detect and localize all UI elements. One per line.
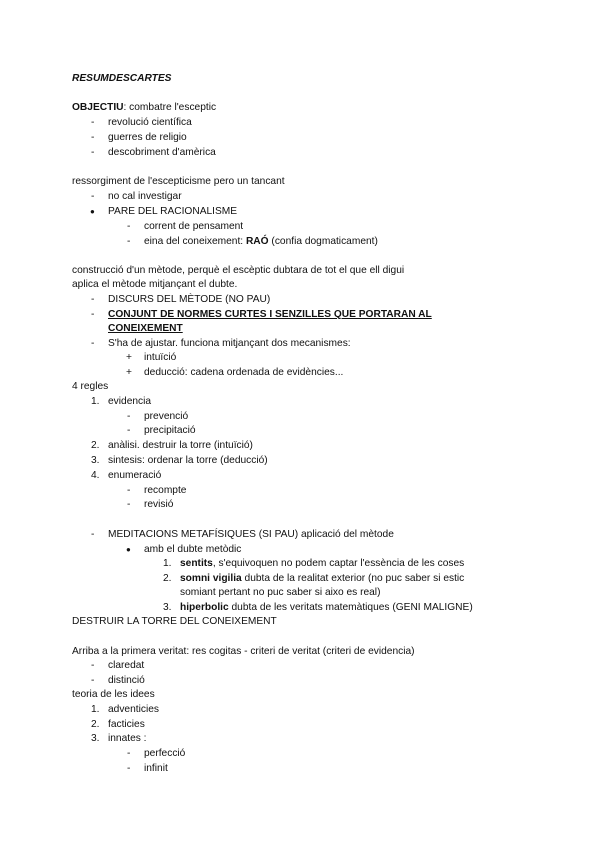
number-marker: 3. xyxy=(91,455,100,466)
sentits-bold: sentits xyxy=(180,558,213,569)
list-item: adventicies xyxy=(108,704,159,715)
somni-bold: somni vigilia xyxy=(180,573,242,584)
paragraph: DESTRUIR LA TORRE DEL CONEIXEMENT xyxy=(72,616,277,627)
objectiu-text: : combatre l'esceptic xyxy=(123,102,217,113)
list-item: intuïció xyxy=(144,352,177,363)
list-item-bold: CONJUNT DE NORMES CURTES I SENZILLES QUE PORTARAN AL xyxy=(108,309,432,320)
list-item-continued: somiant pertant no puc saber si aixo es real) xyxy=(180,587,381,598)
list-item: amb el dubte metòdic xyxy=(144,544,242,555)
dash-marker: - xyxy=(127,485,131,496)
list-item xyxy=(180,601,473,615)
hiperbolic-bold: hiperbolic xyxy=(180,602,229,613)
dash-marker: - xyxy=(127,425,131,436)
item-text: dubta de la realitat exterior (no puc saber si estic xyxy=(241,573,465,584)
dash-marker: - xyxy=(127,236,131,247)
number-marker: 2. xyxy=(163,573,172,584)
objectiu-label: OBJECTIU xyxy=(72,102,124,113)
dash-marker: - xyxy=(91,147,95,158)
list-item: PARE DEL RACIONALISME xyxy=(108,206,238,217)
objectiu-line xyxy=(72,101,216,115)
list-item-bold: CONEIXEMENT xyxy=(108,323,183,334)
dash-marker: - xyxy=(127,763,131,774)
plus-marker: + xyxy=(126,367,132,378)
list-item: claredat xyxy=(108,660,145,671)
rao-bold: RAÓ xyxy=(245,236,269,247)
list-item: guerres de religio xyxy=(108,132,187,143)
list-item: MEDITACIONS METAFÍSIQUES (SI PAU) aplicació del mètode xyxy=(108,529,394,540)
number-marker: 1. xyxy=(91,704,100,715)
dash-marker: - xyxy=(91,660,95,671)
number-marker: 4. xyxy=(91,470,100,481)
dash-marker: - xyxy=(91,309,95,320)
list-item xyxy=(180,557,464,571)
plus-marker: + xyxy=(126,352,132,363)
dash-marker: - xyxy=(127,221,131,232)
list-item: innates : xyxy=(108,733,147,744)
list-item: evidencia xyxy=(108,396,152,407)
list-item: precipitació xyxy=(144,425,196,436)
dash-marker: - xyxy=(91,338,95,349)
dash-marker: - xyxy=(91,294,95,305)
number-marker: 3. xyxy=(91,733,100,744)
eina-pre: eina del coneixement: xyxy=(144,236,246,247)
dash-marker: - xyxy=(127,499,131,510)
list-item: corrent de pensament xyxy=(144,221,244,232)
list-item xyxy=(144,235,378,249)
paragraph: teoria de les idees xyxy=(72,689,155,700)
list-item: recompte xyxy=(144,485,187,496)
list-item: revisió xyxy=(144,499,174,510)
number-marker: 3. xyxy=(163,602,172,613)
list-item: enumeració xyxy=(108,470,162,481)
paragraph: 4 regles xyxy=(72,381,109,392)
list-item: revolució científica xyxy=(108,117,192,128)
list-item: anàlisi. destruir la torre (intuïció) xyxy=(108,440,253,451)
list-item: deducció: cadena ordenada de evidències... xyxy=(144,367,344,378)
list-item: DISCURS DEL MÈTODE (NO PAU) xyxy=(108,294,271,305)
number-marker: 1. xyxy=(91,396,100,407)
paragraph: aplica el mètode mitjançant el dubte. xyxy=(72,279,238,290)
list-item: S'ha de ajustar. funciona mitjançant dos mecanismes: xyxy=(108,338,351,349)
eina-post: (confia dogmaticament) xyxy=(268,236,378,247)
number-marker: 2. xyxy=(91,719,100,730)
paragraph: Arriba a la primera veritat: res cogitas - criteri de veritat (criteri de evidencia) xyxy=(72,646,415,657)
dash-marker: - xyxy=(127,411,131,422)
item-text: , s'equivoquen no podem captar l'essència de les coses xyxy=(212,558,465,569)
dash-marker: - xyxy=(91,132,95,143)
bullet-marker: ● xyxy=(126,545,131,554)
document-title: RESUMDESCARTES xyxy=(72,73,172,84)
dash-marker: - xyxy=(91,117,95,128)
paragraph: ressorgiment de l'escepticisme pero un tancant xyxy=(72,176,285,187)
dash-marker: - xyxy=(91,191,95,202)
number-marker: 1. xyxy=(163,558,172,569)
list-item: perfecció xyxy=(144,748,186,759)
list-item: distinció xyxy=(108,675,145,686)
bullet-marker: ● xyxy=(90,207,95,216)
list-item xyxy=(180,572,464,586)
paragraph: construcció d'un mètode, perquè el escèptic dubtara de tot el que ell digui xyxy=(72,265,405,276)
dash-marker: - xyxy=(91,529,95,540)
item-text: dubta de les veritats matemàtiques (GENI MALIGNE) xyxy=(228,602,473,613)
dash-marker: - xyxy=(127,748,131,759)
list-item: prevenció xyxy=(144,411,189,422)
list-item: facticies xyxy=(108,719,145,730)
list-item: infinit xyxy=(144,763,168,774)
number-marker: 2. xyxy=(91,440,100,451)
list-item: no cal investigar xyxy=(108,191,182,202)
list-item: descobriment d'amèrica xyxy=(108,147,216,158)
list-item: sintesis: ordenar la torre (deducció) xyxy=(108,455,268,466)
dash-marker: - xyxy=(91,675,95,686)
